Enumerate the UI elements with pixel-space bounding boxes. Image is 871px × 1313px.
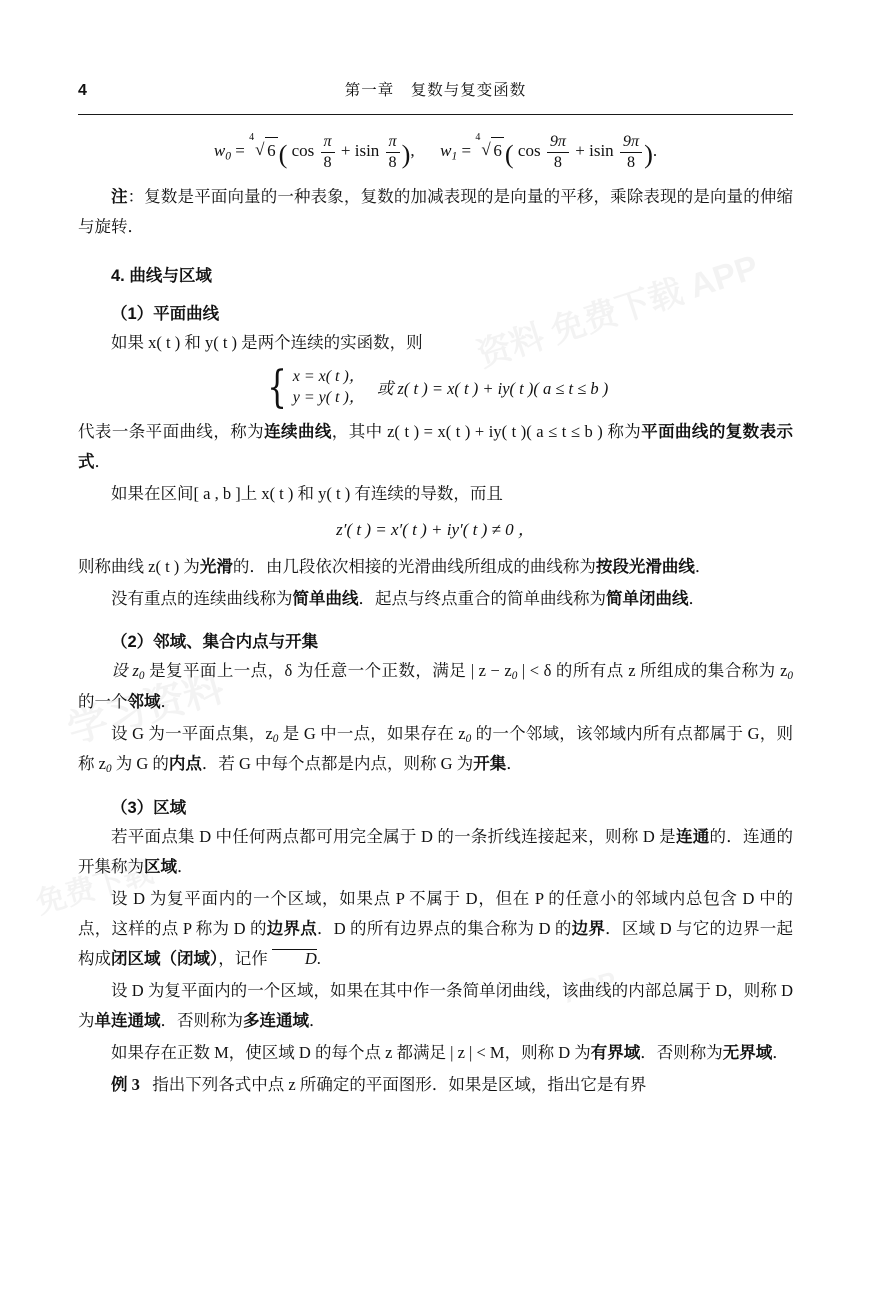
paragraph-derivative-condition: 如果在区间[ a , b ]上 x( t ) 和 y( t ) 有连续的导数，而且 [111, 483, 503, 503]
lparen-1: ( [278, 139, 288, 169]
chapter-title: 第一章 复数与复变函数 [344, 82, 527, 99]
term-neighborhood: 邻域 [127, 691, 161, 711]
note-text: 复数是平面向量的一种表象，复数的加减表现的是向量的平移，乘除表现的是向量的伸缩与旋转． [78, 186, 794, 236]
fourth-root-1 [249, 132, 278, 164]
page-number: 4 [78, 82, 87, 99]
text-a: 设 D 为复平面内的一个区域，如果点 P 不属于 D，但在 P 的任意小的邻域内总包含 D 中的点，这样的点 P 称为 D 的 [78, 889, 793, 939]
paragraph-neighborhood [78, 656, 793, 717]
paragraph-continuous-curve [78, 417, 793, 477]
term-multiply-connected: 多连通域 [243, 1011, 309, 1031]
example-label: 例 3 [111, 1075, 140, 1095]
sub-0-b: 0 [465, 733, 472, 746]
fraction-numerator: 9π [620, 133, 642, 153]
fraction-numerator: 9π [547, 133, 569, 153]
section-heading-4: 4. 曲线与区域 [111, 266, 212, 285]
note-label: 注 [111, 186, 128, 206]
sub-0-a: 0 [138, 670, 145, 683]
radicand-1: 6 [265, 137, 278, 164]
text-f: ．若 G 中每个点都是内点，则称 G 为 [201, 754, 474, 774]
term-smooth: 光滑 [199, 557, 233, 577]
subsection-heading-1: （1）平面曲线 [111, 304, 220, 323]
text-c: | < δ 的所有点 z 所组成的集合称为 z [517, 661, 788, 681]
paragraph-plane-curve-intro: 如果 x( t ) 和 y( t ) 是两个连续的实函数，则 [111, 332, 423, 352]
fraction-pi-over-8-a [321, 133, 335, 172]
sub-0-a: 0 [272, 733, 279, 746]
term-simple-curve: 简单曲线 [292, 589, 359, 609]
subsection-heading-2: （2）邻域、集合内点与开集 [111, 633, 319, 652]
sub-0-c: 0 [105, 763, 112, 776]
text-c: 的．连通的开集称为 [78, 827, 794, 877]
sub-0-b: 0 [511, 670, 518, 683]
header-rule [78, 114, 793, 115]
lparen-2: ( [504, 139, 514, 169]
left-brace: { [266, 361, 287, 413]
cos-2: cos [517, 141, 541, 161]
term-boundary: 边界 [571, 919, 606, 939]
paragraph-connected-region [78, 822, 793, 882]
note-paragraph [78, 182, 793, 242]
paragraph-smooth-curve [78, 552, 793, 582]
text-a: 设 z [111, 661, 139, 681]
paragraph-boundary [78, 884, 793, 974]
equation-derivative: z′( t ) = x′( t ) + iy′( t ) ≠ 0 ， [336, 519, 535, 539]
text-a: 代表一条平面曲线，称为 [78, 421, 265, 441]
example-text: 指出下列各式中点 z 所确定的平面图形．如果是区域，指出它是有界 [152, 1075, 647, 1095]
term-simple-closed-curve: 简单闭曲线 [606, 589, 689, 609]
sub-0-c: 0 [787, 670, 794, 683]
fraction-pi-over-8-b [386, 133, 400, 172]
text-f: ． [160, 691, 177, 711]
term-piecewise-smooth: 按段光滑曲线 [595, 557, 695, 577]
text-a: 如果存在正数 M，使区域 D 的每个点 z 都满足 | z | < M，则称 D 为 [111, 1043, 591, 1063]
w1-symbol: w [440, 141, 452, 161]
text-b: 是 G 中一点，如果存在 z [278, 723, 466, 743]
period-1: . [652, 141, 658, 161]
term-boundary-point: 边界点 [266, 919, 317, 939]
fraction-denominator: 8 [553, 153, 562, 171]
note-colon: ： [127, 186, 145, 206]
text-d: 为 G 的 [111, 754, 169, 774]
equation-roots [78, 133, 793, 172]
fraction-denominator: 8 [388, 153, 397, 171]
subsection-heading-3: （3）区域 [111, 799, 187, 817]
system-line-1: x = x( t )， [292, 367, 365, 385]
example-3 [78, 1070, 793, 1100]
fraction-numerator: π [321, 133, 335, 153]
term-unbounded-region: 无界域 [722, 1043, 773, 1063]
text-e: ． [94, 451, 111, 471]
term-simply-connected: 单连通域 [94, 1011, 161, 1031]
text-c: 的一个邻域，该邻域内所有点都属于 G，则称 z [78, 723, 794, 774]
running-head [78, 78, 793, 108]
w1-subscript: 1 [451, 149, 458, 163]
text-h: ． [506, 754, 523, 774]
equals-sign-2: = [461, 141, 472, 161]
term-continuous-curve: 连续曲线 [264, 421, 332, 441]
system-alternative-form: 或 z( t ) = x( t ) + iy( t )( a ≤ t ≤ b ) [376, 379, 609, 399]
text-e: ． [772, 1043, 789, 1063]
term-connected: 连通 [675, 827, 710, 846]
rparen-1: ) [401, 139, 411, 169]
rparen-2: ) [644, 139, 653, 169]
w0-subscript: 0 [225, 149, 231, 163]
radicand-2: 6 [491, 137, 504, 164]
term-bounded-region: 有界域 [590, 1043, 641, 1063]
paragraph-simply-connected [78, 976, 793, 1036]
text-a: 没有重点的连续曲线称为 [111, 589, 293, 609]
comma-1: , [410, 141, 415, 161]
text-g: ，记作 [218, 949, 272, 969]
fraction-denominator: 8 [323, 153, 332, 171]
paragraph-bounded-region [78, 1038, 793, 1068]
term-complex-form: 平面曲线的复数表示式 [78, 421, 794, 471]
paragraph-interior-point [78, 719, 793, 780]
isin-1: + isin [340, 141, 380, 161]
paragraph-simple-curve [78, 584, 793, 614]
fraction-9pi-over-8-b [620, 133, 642, 172]
text-c: 的．由几段依次相接的光滑曲线所组成的曲线称为 [232, 557, 596, 577]
system-line-2: y = y( t )， [292, 389, 365, 407]
term-region: 区域 [144, 857, 177, 877]
text-a: 若平面点集 D 中任何两点都可用完全属于 D 的一条折线连接起来，则称 D 是 [111, 827, 676, 846]
radical-sign-2: √ [481, 140, 491, 160]
fraction-denominator: 8 [626, 153, 636, 171]
term-interior-point: 内点 [168, 754, 202, 774]
text-i: . [316, 949, 321, 969]
text-a: 设 G 为一平面点集，z [111, 723, 273, 743]
text-b: 是复平面上一点，δ 为任意一个正数，满足 | z − z [144, 661, 512, 681]
root-index-1: 4 [249, 132, 255, 144]
text-a: 则称曲线 z( t ) 为 [78, 557, 200, 577]
term-open-set: 开集 [473, 754, 507, 774]
text-a: 设 D 为复平面内的一个区域，如果在其中作一条简单闭曲线，该曲线的内部总属于 D，则称 D 为 [78, 981, 793, 1031]
term-closed-region: 闭区域（闭域） [111, 949, 219, 969]
isin-2: + isin [575, 141, 614, 161]
text-e: ． [688, 589, 705, 609]
text-e: ．区域 D 与它的边界一起构成 [78, 919, 794, 969]
root-index-2: 4 [475, 132, 481, 144]
text-c: ．D 的所有边界点的集合称为 D 的 [316, 919, 572, 939]
text-e: ． [309, 1011, 326, 1031]
w0-symbol: w [213, 141, 226, 161]
text-c: ，其中 z( t ) = x( t ) + iy( t )( a ≤ t ≤ b ) 称为 [331, 421, 642, 441]
system-lines [293, 366, 365, 409]
text-c: ．否则称为 [640, 1043, 723, 1063]
text-e: ． [694, 557, 712, 577]
text-d: 的一个 [78, 691, 128, 711]
closure-symbol: D [272, 949, 317, 967]
text-c: ．否则称为 [160, 1011, 243, 1031]
equation-system-parametric [78, 361, 793, 413]
cos-1: cos [291, 141, 315, 161]
equals-sign-1: = [235, 141, 245, 161]
fraction-numerator: π [386, 133, 400, 153]
text-c: ．起点与终点重合的简单曲线称为 [358, 589, 606, 609]
text-e: ． [177, 857, 194, 877]
fourth-root-2 [475, 132, 504, 164]
fraction-9pi-over-8-a [547, 133, 569, 172]
radical-sign-1: √ [255, 140, 265, 160]
